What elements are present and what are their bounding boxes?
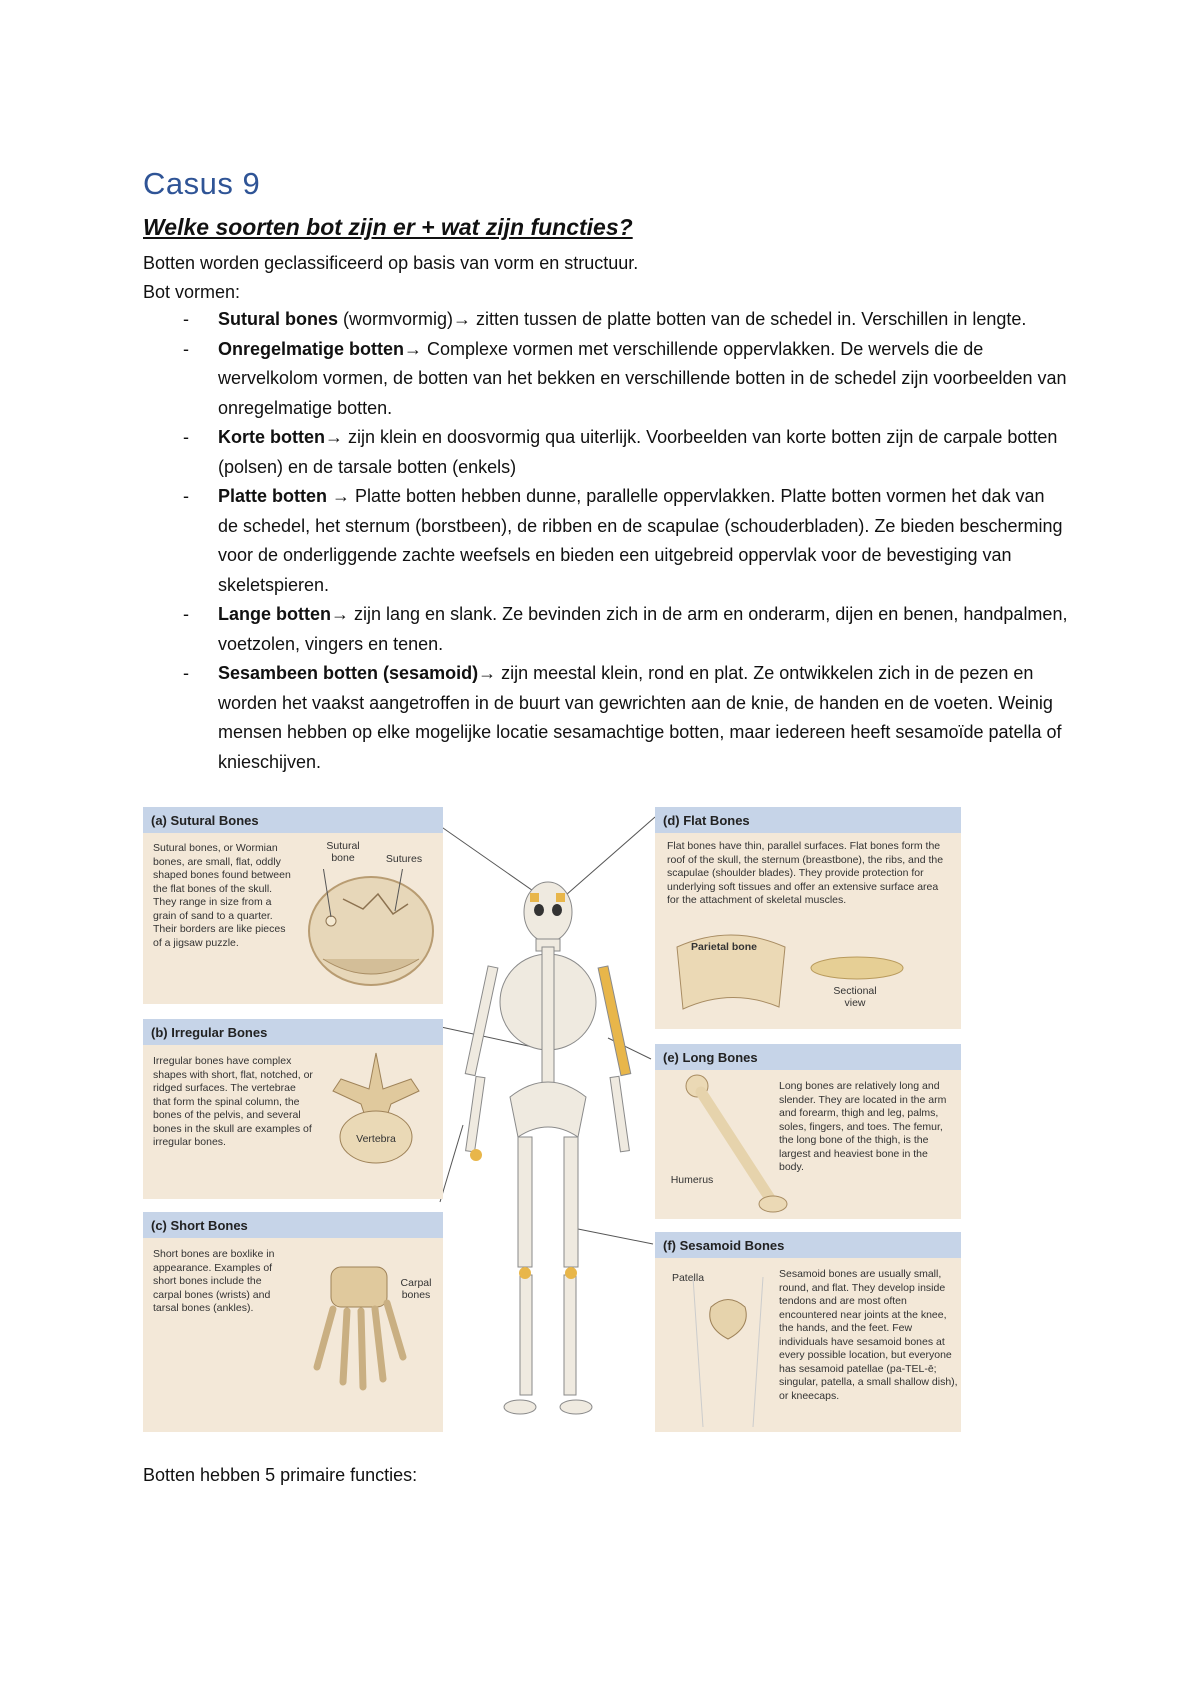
panel-heading: (c) Short Bones: [143, 1212, 443, 1238]
label-sectional-view: Sectional view: [833, 985, 877, 1009]
panel-description: Sutural bones, or Wormian bones, are small, flat, oddly shaped bones found between the flat bones of the skull. They range in size from a grain of sand to a quarter. Their borders are like pieces of a jigsaw puzzle.: [153, 842, 291, 949]
panel-description: Flat bones have thin, parallel surfaces. Flat bones form the roof of the skull, the sternum (breastbone), the ribs, and the scapulae (shoulder blades). They provide protection for underlying soft tissues and offer an extensive surface area for the attachment of skeletal muscles.: [667, 840, 944, 906]
label-parietal-bone: Parietal bone: [691, 941, 757, 953]
label-sutures: Sutures: [385, 853, 423, 865]
panel-heading: (e) Long Bones: [655, 1044, 961, 1070]
intro-text: Botten worden geclassificeerd op basis van vorm en structuur.: [143, 253, 639, 273]
humerus-illustration: [671, 1072, 791, 1217]
sectional-view-illustration: [807, 953, 907, 983]
list-item: - Onregelmatige botten→ Complexe vormen met verschillende oppervlakken. De wervels die de wervelkolom vormen, de botten van het bekken en verschillende botten in de schedel zijn voorbeelden van onregelmatige botten.: [183, 338, 1067, 418]
list-item: - Lange botten→ zijn lang en slank. Ze bevinden zich in de arm en onderarm, dijen en benen, handpalmen, voetzolen, vingers en tenen.: [183, 604, 1068, 654]
bone-types-figure: [143, 807, 961, 1432]
panel-description: Long bones are relatively long and slender. They are located in the arm and forearm, thigh and leg, palms, soles, fingers, and toes. The femur, the long bone of the thigh, is the largest and heaviest bone in the body.: [779, 1080, 947, 1173]
list-item: - Korte botten→ zijn klein en doosvormig qua uiterlijk. Voorbeelden van korte botten zijn de carpale botten (polsen) en de tarsale botten (enkels): [183, 427, 1058, 477]
panel-long-bones: [655, 1044, 961, 1219]
panel-description: Short bones are boxlike in appearance. Examples of short bones include the carpal bones (wrists) and tarsal bones (ankles).: [153, 1248, 275, 1314]
knee-patella-illustration: [673, 1277, 783, 1427]
panel-description: Irregular bones have complex shapes with short, flat, notched, or ridged surfaces. The vertebrae that form the spinal column, the bones of the pelvis, and several bones in the skull are examples of irregular bones.: [153, 1055, 313, 1148]
skull-illustration: [303, 869, 443, 989]
panel-sutural-bones: [143, 807, 443, 1004]
label-patella: Patella: [671, 1272, 705, 1284]
panel-heading: (a) Sutural Bones: [143, 807, 443, 833]
label-vertebra: Vertebra: [356, 1133, 396, 1145]
bone-shape-list: [143, 305, 1068, 777]
list-item: - Sesambeen botten (sesamoid)→ zijn meestal klein, rond en plat. Ze ontwikkelen zich in de pezen en worden het vaakst aangetroffen in de buurt van gewrichten aan de knie, de handen en de voeten. Weinig mensen hebben op elke mogelijke locatie sesamachtige botten, maar iedereen heeft sesamoïde patella of knieschijven.: [183, 663, 1062, 772]
functions-intro: Botten hebben 5 primaire functies:: [143, 1465, 418, 1485]
label-humerus: Humerus: [670, 1174, 714, 1186]
list-item: - Sutural bones (wormvormig)→ zitten tussen de platte botten van de schedel in. Verschillen in lengte.: [183, 309, 1027, 329]
vertebra-illustration: [321, 1049, 431, 1169]
page-title: Casus 9: [143, 166, 261, 201]
panel-flat-bones: [655, 807, 961, 1029]
panel-heading: (f) Sesamoid Bones: [655, 1232, 961, 1258]
panel-description: Sesamoid bones are usually small, round, and flat. They develop inside tendons and are most often encountered near joints at the knee, the hands, and the feet. Few individuals have sesamoid bones at every possible location, but everyone has sesamoid patellae (pa-TEL-ē; singular, patella, a small shallow dish), or kneecaps.: [779, 1268, 958, 1402]
list-item: - Platte botten → Platte botten hebben dunne, parallelle oppervlakken. Platte botten vormen het dak van de schedel, het sternum (borstbeen), de ribben en de scapulae (schouderbladen). Ze bieden bescherming voor de onderliggende zachte weefsels en bieden een uitgebreid oppervlak voor de bevestiging van skeletspieren.: [183, 486, 1063, 595]
panel-irregular-bones: [143, 1019, 443, 1199]
panel-heading: (d) Flat Bones: [655, 807, 961, 833]
skeleton-illustration: [448, 807, 648, 1432]
panel-heading: (b) Irregular Bones: [143, 1019, 443, 1045]
panel-sesamoid-bones: [655, 1232, 961, 1432]
label-sutural-bone: Sutural bone: [326, 840, 360, 864]
subheading: Bot vormen:: [143, 282, 241, 302]
section-question: Welke soorten bot zijn er + wat zijn functies?: [143, 214, 633, 240]
label-carpal-bones: Carpal bones: [400, 1277, 432, 1301]
panel-short-bones: [143, 1212, 443, 1432]
